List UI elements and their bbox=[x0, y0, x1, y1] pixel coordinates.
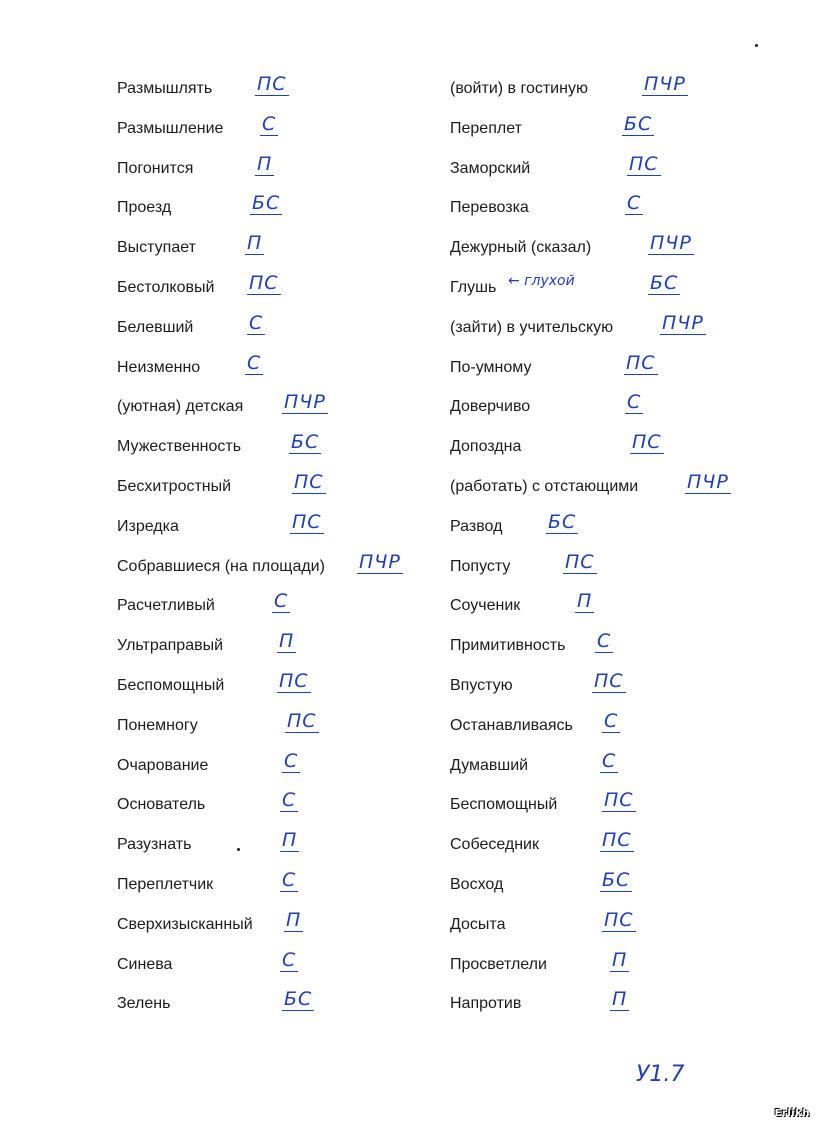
word-text: Размышление bbox=[117, 119, 224, 137]
list-item bbox=[450, 269, 780, 309]
list-item bbox=[450, 826, 780, 866]
handwritten-mark: БС bbox=[291, 431, 320, 454]
handwritten-mark: С bbox=[627, 391, 642, 414]
handwritten-mark: ПЧР bbox=[644, 73, 686, 95]
handwritten-mark: ПС bbox=[604, 789, 634, 812]
word-text: Зелень bbox=[117, 995, 171, 1013]
word-text: Допоздна bbox=[450, 438, 522, 456]
handwritten-mark: П bbox=[612, 988, 628, 1011]
handwritten-mark: С bbox=[627, 192, 642, 215]
list-item bbox=[450, 866, 780, 906]
list-item bbox=[117, 388, 447, 428]
handwritten-mark: С bbox=[249, 311, 264, 334]
handwritten-mark: ПС bbox=[287, 709, 317, 732]
list-item bbox=[117, 309, 447, 349]
handwritten-note: ← глухой bbox=[508, 272, 575, 289]
left-word-column bbox=[117, 70, 447, 1025]
word-text: Просветлели bbox=[450, 955, 547, 973]
word-text: Собравшиеся (на площади) bbox=[117, 557, 325, 575]
list-item bbox=[450, 906, 780, 946]
word-text: Беспомощный bbox=[117, 676, 225, 694]
word-text: Бесхитростный bbox=[117, 477, 232, 495]
handwritten-mark: П bbox=[577, 590, 593, 613]
word-text: Размышлять bbox=[117, 80, 213, 97]
handwritten-mark: С bbox=[284, 749, 299, 772]
handwritten-mark: П bbox=[282, 829, 298, 852]
word-text: Восход bbox=[450, 875, 504, 893]
word-text: Останавливаясь bbox=[450, 716, 573, 734]
word-text: Соученик bbox=[450, 597, 521, 615]
list-item bbox=[117, 587, 447, 627]
list-item bbox=[450, 349, 780, 389]
word-text: Собеседник bbox=[450, 836, 539, 854]
word-text: Попусту bbox=[450, 557, 511, 575]
handwritten-mark: П bbox=[279, 630, 295, 653]
word-text: Досыта bbox=[450, 915, 506, 933]
handwritten-mark: С bbox=[604, 709, 619, 732]
handwritten-mark: С bbox=[282, 789, 297, 812]
handwritten-mark: С bbox=[262, 112, 277, 135]
word-text: Думавший bbox=[450, 756, 529, 774]
list-item bbox=[117, 826, 447, 866]
list-item bbox=[450, 309, 780, 349]
word-text: Неизменно bbox=[117, 358, 201, 376]
list-item bbox=[117, 946, 447, 986]
word-text: Беспомощный bbox=[450, 796, 558, 814]
list-item bbox=[117, 548, 447, 588]
handwritten-mark: ПС bbox=[629, 152, 659, 175]
handwritten-mark: ПС bbox=[249, 271, 279, 294]
list-item bbox=[450, 428, 780, 468]
list-item bbox=[450, 548, 780, 588]
word-text: Синева bbox=[117, 955, 173, 973]
word-text: Проезд bbox=[117, 199, 172, 217]
word-text: Ультраправый bbox=[117, 637, 224, 655]
word-text: Сверхизысканный bbox=[117, 915, 253, 933]
word-text: (войти) в гостиную bbox=[450, 80, 588, 97]
list-item bbox=[117, 229, 447, 269]
list-item bbox=[450, 150, 780, 190]
handwritten-mark: ПС bbox=[565, 550, 595, 573]
handwritten-mark: БС bbox=[548, 510, 577, 533]
list-item bbox=[117, 349, 447, 389]
list-item bbox=[450, 627, 780, 667]
word-text: Разузнать bbox=[117, 836, 192, 854]
list-item bbox=[117, 627, 447, 667]
watermark: Erlikh bbox=[774, 1108, 810, 1119]
list-item bbox=[117, 110, 447, 150]
word-text: Понемногу bbox=[117, 716, 198, 734]
list-item bbox=[117, 468, 447, 508]
handwritten-mark: ПС bbox=[279, 669, 309, 692]
list-item bbox=[450, 70, 780, 110]
list-item bbox=[450, 468, 780, 508]
list-item bbox=[117, 866, 447, 906]
list-item bbox=[117, 747, 447, 787]
word-text: Доверчиво bbox=[450, 398, 531, 416]
scan-speck bbox=[237, 848, 240, 851]
handwritten-mark: П bbox=[612, 948, 628, 971]
list-item bbox=[450, 587, 780, 627]
word-text: Белевший bbox=[117, 318, 194, 336]
word-text: Основатель bbox=[117, 796, 206, 814]
word-text: Мужественность bbox=[117, 438, 242, 456]
list-item bbox=[117, 189, 447, 229]
word-text: Очарование bbox=[117, 756, 209, 774]
list-item bbox=[450, 508, 780, 548]
word-text: (работать) с отстающими bbox=[450, 477, 639, 495]
handwritten-mark: ПС bbox=[257, 73, 287, 95]
list-item bbox=[117, 786, 447, 826]
word-text: По-умному bbox=[450, 358, 532, 376]
handwritten-mark: С bbox=[282, 868, 297, 891]
list-item bbox=[450, 229, 780, 269]
word-text: Погонится bbox=[117, 159, 194, 177]
handwritten-mark: БС bbox=[650, 271, 679, 294]
handwritten-mark: С bbox=[274, 590, 289, 613]
handwritten-mark: ПЧР bbox=[687, 470, 729, 493]
handwritten-mark: ПС bbox=[632, 431, 662, 454]
list-item bbox=[117, 428, 447, 468]
handwritten-mark: ПЧР bbox=[650, 232, 692, 255]
list-item bbox=[117, 508, 447, 548]
handwritten-mark: С bbox=[602, 749, 617, 772]
word-text: Впустую bbox=[450, 676, 513, 694]
handwritten-mark: ПС bbox=[626, 351, 656, 374]
list-item bbox=[117, 906, 447, 946]
handwritten-mark: С bbox=[282, 948, 297, 971]
word-text: Напротив bbox=[450, 995, 522, 1013]
list-item bbox=[450, 110, 780, 150]
page-note: У1.7 bbox=[636, 1062, 685, 1087]
handwritten-mark: ПЧР bbox=[662, 311, 704, 334]
word-text: Изредка bbox=[117, 517, 179, 535]
handwritten-mark: С bbox=[247, 351, 262, 374]
list-item bbox=[450, 388, 780, 428]
list-item bbox=[117, 150, 447, 190]
handwritten-mark: С bbox=[597, 630, 612, 653]
handwritten-mark: ПС bbox=[602, 829, 632, 852]
list-item bbox=[450, 667, 780, 707]
list-item bbox=[117, 707, 447, 747]
word-text: Заморский bbox=[450, 159, 531, 177]
right-word-column bbox=[450, 70, 780, 1025]
list-item bbox=[117, 667, 447, 707]
list-item bbox=[117, 70, 447, 110]
handwritten-mark: БС bbox=[284, 988, 313, 1011]
list-item bbox=[450, 189, 780, 229]
handwritten-mark: ПЧР bbox=[284, 391, 326, 414]
handwritten-mark: П bbox=[286, 908, 302, 931]
handwritten-mark: БС bbox=[624, 112, 653, 135]
handwritten-mark: БС bbox=[602, 868, 631, 891]
word-text: Бестолковый bbox=[117, 278, 215, 296]
list-item bbox=[450, 707, 780, 747]
handwritten-mark: ПС bbox=[292, 510, 322, 533]
list-item bbox=[450, 985, 780, 1025]
word-text: Расчетливый bbox=[117, 597, 215, 615]
word-text: Переплетчик bbox=[117, 875, 214, 893]
word-text: Выступает bbox=[117, 239, 196, 257]
word-text: (уютная) детская bbox=[117, 398, 244, 416]
handwritten-mark: П bbox=[257, 152, 273, 175]
list-item bbox=[117, 269, 447, 309]
word-text: Примитивность bbox=[450, 637, 566, 655]
word-text: Развод bbox=[450, 517, 503, 535]
list-item bbox=[450, 946, 780, 986]
word-text: Перевозка bbox=[450, 199, 529, 217]
word-text: (зайти) в учительскую bbox=[450, 318, 614, 336]
word-text: Дежурный (сказал) bbox=[450, 239, 592, 257]
handwritten-mark: БС bbox=[252, 192, 281, 215]
scan-speck bbox=[755, 44, 758, 47]
handwritten-mark: ПС bbox=[604, 908, 634, 931]
handwritten-mark: П bbox=[247, 232, 263, 255]
handwritten-mark: ПС bbox=[594, 669, 624, 692]
word-text: Глушь bbox=[450, 278, 497, 296]
list-item bbox=[450, 747, 780, 787]
list-item bbox=[450, 786, 780, 826]
word-text: Переплет bbox=[450, 119, 522, 137]
handwritten-mark: ПЧР bbox=[359, 550, 401, 573]
handwritten-mark: ПС bbox=[294, 470, 324, 493]
list-item bbox=[117, 985, 447, 1025]
